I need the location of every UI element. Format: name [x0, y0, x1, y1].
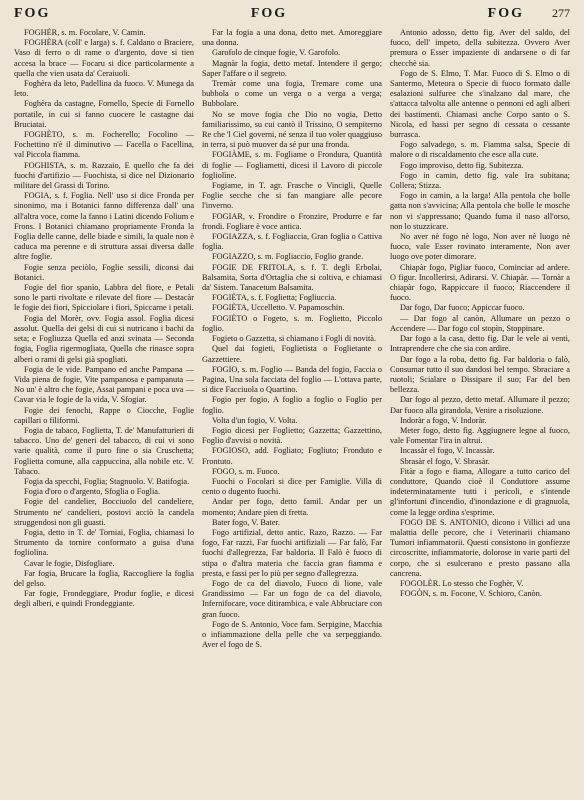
dictionary-entry: Chiapàr fogo, Pigliar fuoco, Cominciar ad ardere. O figur. Incollerirsi, Adirarsi. V. Chiapàr. — Tornàr a chiapàr fogo, Rappiccare il fuoco; Riaccendere il fuoco. [390, 262, 570, 303]
dictionary-entry: Foghèra da castagne, Fornello, Specie di Fornello portatile, in cui si fanno cuocere le castagne dai Bruciatai. [14, 99, 194, 129]
dictionary-entry: FOGOLÈR. Lo stesso che Foghèr, V. [400, 578, 524, 588]
dictionary-entry: Dar fogo a la roba, detto fig. Far baldoria o falò, Consumar tutto il suo dandosi bel tempo. Sbraciare a ruotoli; Scialare o Dissipare il suo; Far del ben bellezza. [390, 354, 570, 395]
dictionary-entry: Far la fogia a una dona, detto met. Amoreggiare una donna. [202, 28, 382, 48]
dictionary-entry: Fogio dicesi per Foglietto; Gazzetta; Gazzettino, Foglio d'avvisi o novità. [202, 425, 382, 446]
dictionary-entry: Incassàr el fogo, V. Incassàr. [400, 446, 495, 456]
dictionary-entry: FOGIO, s. m. Foglio — Banda del fogio, Faccia o Pagina, Una sola facciata del foglio — L'ottava parte, si dice Facciuola o Quartino. [202, 364, 382, 395]
dictionary-entry: Garofolo de cinque fogie, V. Garofolo. [212, 48, 341, 58]
dictionary-entry: Fogia d'oro o d'argento, Sfoglia o Foglia. [24, 487, 161, 497]
dictionary-entry: Fogia, detto in T. de' Torniai, Foglia, chiamasi lo Strumento da tornire conformato a guisa d'una fogliolina. [14, 527, 194, 558]
dictionary-entry: Fogia da specchi, Foglia; Stagnuolo. V. Batifogia. [24, 476, 190, 486]
page-number: 277 [552, 6, 570, 20]
dictionary-entry: No se move fogia che Dio no vogia, Detto familiarissimo, su cui cantò il Trissino, O sempiterno Re che 'l Ciel governi, né senza il tuo voler quaggiuso in terra, si può muover da sé pur una fronda. [202, 109, 382, 150]
dictionary-entry: Dar fogo a la casa, detto fig. Dar le vele ai venti, Intraprendere che che sia con ardire. [390, 334, 570, 354]
dictionary-entry: FOGHÈRA (coll' e larga) s. f. Caldano o Braciere, Vaso di ferro o di rame o d'argento, dove si tien accesa la brace — Focaru si dice particolarmente a quella che vien usata da' Ceraiuoli. [14, 38, 194, 78]
dictionary-entry: Fogo salvadego, s. m. Fiamma salsa, Specie di malore o di riscaldamento che esce alla cute. [390, 140, 570, 160]
dictionary-entry: FOGÒN, s. m. Focone, V. Schioro, Canòn. [400, 589, 542, 599]
header-right-group [488, 6, 570, 22]
dictionary-entry: — Dar fogo al canòn, Allumare un pezzo o Accendere — Dar fogo col stopìn, Stoppinare. [390, 313, 570, 333]
dictionary-entry: Volta d'un fogio, V. Volta. [212, 415, 298, 425]
column-left [14, 28, 194, 798]
dictionary-entry: Dar fogo al pezzo, detto metaf. Allumare il pezzo; Dar fuoco alla girandola, Venire a risoluzione. [390, 395, 570, 415]
dictionary-entry: FOGIAZZA, s. f. Fogliaccia, Gran foglia o Cattiva foglia. [202, 232, 382, 252]
dictionary-entry: Fogo artifizial, detto antic. Razo, Razzo. — Far fogo, Far razzi, Far fuochi artifiziali — Far falò, Far fuochi d'allegrezza, Far baldoria. Il Falò è fuoco di stipa o d'altra materia che faccia gran fiamma e presta, e fassi per lo più per segno d'allegrezza. [202, 527, 382, 578]
dictionary-entry: FOGIE DE FRITOLA, s. f. T. degli Erbolai, Balsamita, Sorta d'Ortaglia che si coltiva, e chiamasi da' Sistem. Tanacetum Balsamita. [202, 262, 382, 293]
column-right [390, 28, 570, 798]
dictionary-entry: Fogo de ca del diavolo, Fuoco di lione, vale Grandissimo — Far un fogo de ca del diavolo, Infernifocare, voce ditirambica, e vale Abbruciare con gran fuoco. [202, 578, 382, 619]
dictionary-entry: Magnàr la fogia, detto metaf. Intendere il gergo; Saper l'affare o il segreto. [202, 58, 382, 78]
dictionary-entry: FOGIAZZO, s. m. Fogliaccio, Foglio grande. [212, 252, 364, 262]
dictionary-entry: Dar fogo, Dar fuoco; Appiccar fuoco. [400, 303, 525, 313]
dictionary-entry: FOGIÀME, s. m. Fogliame o Frondura, Quantità di foglie — Fogliametti, dicesi il Lavoro di piccole fogliolìne. [202, 150, 382, 180]
dictionary-entry: FOGIÈTA, s. f. Foglietta; Fogliuccia. [212, 293, 337, 303]
dictionary-entry: Fogie del candelier, Bocciuolo del candeliere, Strumento ne' candelieri, postovi acciò la candela struggendosi non gli guasti. [14, 497, 194, 527]
text-columns [14, 28, 570, 798]
dictionary-entry: Fogie senza peciòlo, Foglie sessili, diconsi dai Botanici. [14, 262, 194, 282]
dictionary-entry: Sbrasàr el fogo, V. Sbrasàr. [400, 456, 490, 466]
dictionary-entry: FOGHISTA, s. m. Razzaio, E quello che fa dei fuochi d'artifizio — Fuochista, si dice nel Dizionario militare del Grassi di Torino. [14, 160, 194, 191]
dictionary-entry: Fogo in camin, a la larga! Alla pentola che bolle gatta non s'avvicina; Alla pentola che bolle le mosche non vi s'appressano; Quando fuma il naso all'orso, non lo stuzzicare. [390, 191, 570, 231]
dictionary-entry: Fitàr a fogo e fiama, Allogare a tutto carico del conduttore, Quando cioè il Conduttore assume indeterminatamente tutti i pericoli, e s'intende gl'infortuni d'incendio, d'inondazione e di gragnuola, come la legge ordina s'esprime. [390, 466, 570, 517]
dictionary-entry: Andar per fogo, detto famil. Andar per un momento; Andare pien di fretta. [202, 497, 382, 517]
dictionary-entry: Fuochi o Focolari si dice per Famiglie. Villa di cento o dugento fuochi. [202, 476, 382, 497]
dictionary-entry: Fogie dei fenochi, Rappe o Ciocche, Foglie capillari o filiformi. [14, 405, 194, 425]
dictionary-entry: Fogo improviso, detto fig. Subitezza. [400, 160, 524, 170]
dictionary-entry: Fogieto o Gazzetta, si chiamano i Fogli di novità. [212, 334, 377, 344]
dictionary-entry: FOGHÈTO, s. m. Focherello; Focolino — Fochettino n'è il diminutivo — Facella o Facellina, val Piccola fiamma. [14, 130, 194, 160]
dictionary-entry: Fogo de S. Elmo, T. Mar. Fuoco di S. Elmo o di Santermo, Meteora o Specie di fuoco formato dalle esalazioni sulfuree che s'inalzano dal mare, che s'attacca talvolta alle antenne o pennoni ed agli alberi dei bastimenti. Chiamasi anche Corpo santo o S. Nicola, ed hassi per segno di cessata o cessante burrasca. [390, 68, 570, 140]
dictionary-entry: FOGIAR, v. Frondire o Fronzire, Produrre e far frondi. Fogliare è voce antica. [202, 211, 382, 231]
dictionary-entry: FOGHÈR, s. m. Focolare, V. Camin. [24, 28, 146, 37]
dictionary-entry: Indoràr a fogo, V. Indoràr. [400, 415, 487, 425]
dictionary-entry: No aver nè fogo nè logo, Non aver nè luogo nè fuoco, vale Esser rovinato interamente, Non aver luogo ove poter dimorare. [390, 232, 570, 262]
dictionary-entry: FOGIÈTA, Uccelletto. V. Papamoschin. [212, 303, 345, 313]
dictionary-entry: Bater fogo, V. Bater. [212, 517, 280, 527]
dictionary-entry: Far fogie, Frondeggiare, Produr foglie, e dicesi degli alberi, e quindi Frondeggiante. [14, 589, 194, 609]
dictionary-entry: Fogia del Morèr, ovv. Fogia assol. Foglia dicesi assolut. Quella dei gelsi di cui si nutricano i bachi da seta; e Fogliuzza Quella ed anzi svinata — Seconda fogia, Foglia rigermogliata, Quella che rinasce sopra alberi o rami di gelsi già spogliati. [14, 313, 194, 364]
dictionary-entry: Fogie del fior spanìo, Labbra del fiore, e Petali sono le parti rivoltate e rilevate del fiore — Destacàr le fogie dei fiori, Spicciolare i fiori, Spiccarne i petali. [14, 283, 194, 313]
dictionary-entry: FOGIA, s. f. Foglia. Nell' uso si dice Fronda per sinonimo, ma i Botanici fanno differenza dall' una all'altra voce, come la fanno i Latini dicendo Folium e Frons. I Botanici chiamano propriamente Fronda la Foglia delle canne, delle biade e simili, la quale non è caduca ma perenne e di struttura assai diversa dalle altre foglie. [14, 191, 194, 262]
dictionary-entry: Fogia de le vide. Pampano ed anche Pampana — Vida piena de fogie, Vite pampanosa e pampanuta — No un' è altro che fogie, Assai pampani e poca uva — Cavar via le fogie de la vida, V. Sfogiar. [14, 364, 194, 405]
dictionary-entry: Fogio per fogio, A foglio a foglio o Foglio per foglio. [202, 395, 382, 415]
dictionary-entry: Meter fogo, detto fig. Aggiugnere legne al fuoco, vale Fomentar l'ira in altrui. [390, 425, 570, 446]
dictionary-entry: FOGIÈTO o Fogeto, s. m. Foglietto, Piccolo foglio. [202, 313, 382, 333]
dictionary-entry: Antonio adosso, detto fig. Aver del saldo, del fuoco, dell' impeto, della subitezza. Ovvero Aver premura o Esser impaziente di andarsene o di far checchè sia. [390, 28, 570, 68]
column-middle [202, 28, 382, 798]
running-head-center: FOG [250, 6, 288, 21]
dictionary-entry: Fogo in camin, detto fig. vale Ira subitana; Collera; Stizza. [390, 170, 570, 191]
dictionary-entry: Cavar le fogie, Disfogliare. [24, 558, 115, 568]
dictionary-entry: Fogiame, in T. agr. Frasche o Vincigli, Quelle Foglie secche che si fan mangiare alle pecore l'inverno. [202, 181, 382, 211]
dictionary-entry: Far fogia, Brucare la foglia, Raccogliere la foglia del gelso. [14, 568, 194, 588]
dictionary-entry: FOGIOSO, add. Fogliato; Fogliuto; Fronduto e Frontuto. [202, 446, 382, 466]
dictionary-entry: Fogo de S. Antonio, Voce fam. Serpigine, Macchia o infiammazione della pelle che va serpeggiando. Aver el fogo de S. [202, 619, 382, 650]
page-header [14, 6, 570, 24]
running-head-right: FOG [487, 6, 524, 21]
dictionary-entry: Foghèra da leto, Padellina da fuoco. V. Munega da leto. [14, 79, 194, 99]
dictionary-entry: FOGO DE S. ANTONIO, dicono i Villici ad una malattia delle pecore, che i Veterinarii chiamano Tumori infiammatorii. Questi consistono in gonfiezze circoscritte, infiammatorie, dolorose in varie parti del corpo, che si esulcerano e presto passano alla cancrena. [390, 517, 570, 578]
running-head-left: FOG [14, 6, 51, 21]
dictionary-entry: Quel dai fogieti, Foglietista o Foglietante o Gazzettiere. [202, 344, 382, 364]
dictionary-entry: Tremàr come una fogia, Tremare come una bubbola o come un verga o a verga a verga; Bubbolare. [202, 79, 382, 109]
dictionary-entry: FOGO, s. m. Fuoco. [212, 466, 280, 476]
dictionary-entry: Fogia de tabaco, Foglietta, T. de' Manufatturieri di tabacco. Uno de' generi del tabacco, di cui vi sono varie qualità, come il puro fine o sia Cruschetta; Foglietta comune, alla cappuccina, alla nobile etc. V. Tabaco. [14, 425, 194, 476]
